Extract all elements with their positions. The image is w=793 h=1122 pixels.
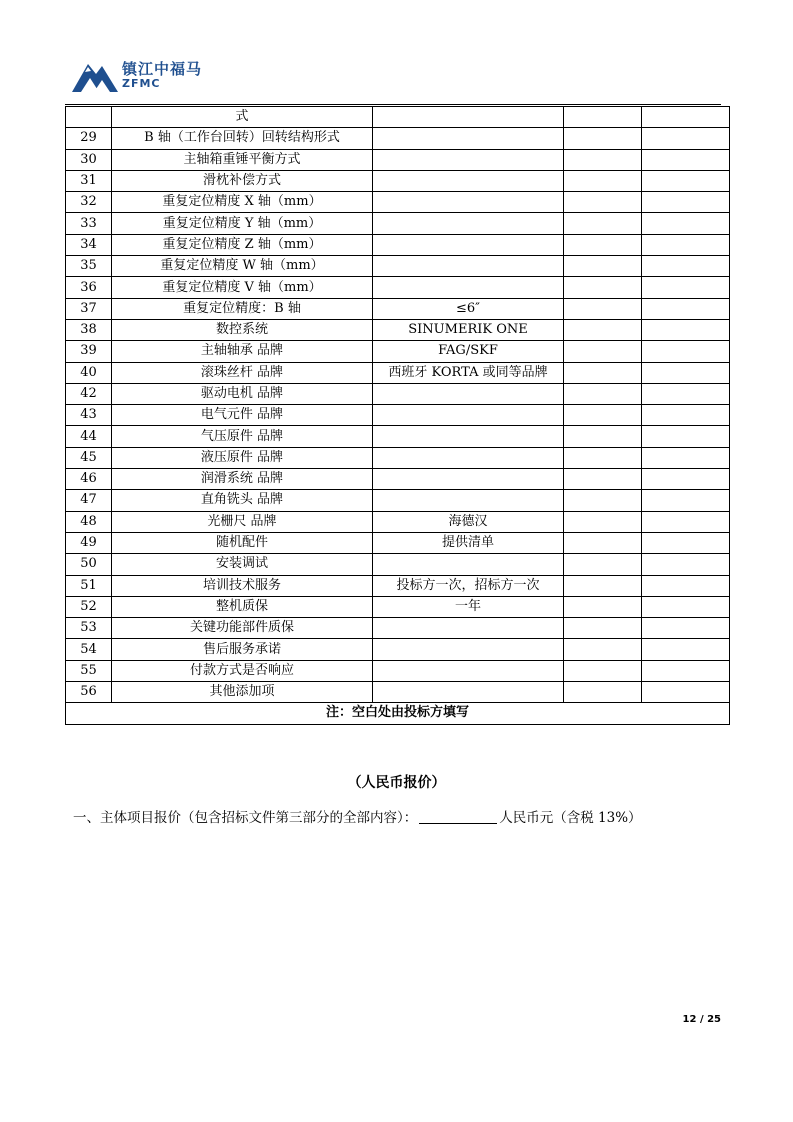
item-name-cell: 付款方式是否响应 bbox=[112, 660, 373, 681]
rmb-quote-title: （人民币报价） bbox=[347, 775, 446, 791]
table-row bbox=[66, 511, 730, 532]
blank-cell-2 bbox=[642, 170, 730, 191]
blank-cell-1 bbox=[564, 426, 642, 447]
spec-value-cell: ≤6″ bbox=[373, 298, 564, 319]
spec-value-cell bbox=[373, 170, 564, 191]
blank-cell-2 bbox=[642, 682, 730, 703]
blank-cell-1 bbox=[564, 532, 642, 553]
item-name-cell: 重复定位精度 W 轴（mm） bbox=[112, 256, 373, 277]
table-row bbox=[66, 618, 730, 639]
row-number-cell bbox=[66, 107, 112, 128]
header-divider bbox=[65, 104, 721, 105]
item-name-cell: 重复定位精度 Z 轴（mm） bbox=[112, 234, 373, 255]
item-name-cell: 随机配件 bbox=[112, 532, 373, 553]
spec-value-cell bbox=[373, 128, 564, 149]
item-name-cell: 整机质保 bbox=[112, 596, 373, 617]
item-name-cell: 光栅尺 品牌 bbox=[112, 511, 373, 532]
blank-cell-1 bbox=[564, 192, 642, 213]
row-number-cell: 33 bbox=[66, 213, 112, 234]
spec-value-cell bbox=[373, 383, 564, 404]
item-name-cell: 数控系统 bbox=[112, 319, 373, 340]
table-row bbox=[66, 213, 730, 234]
row-number-cell: 34 bbox=[66, 234, 112, 255]
row-number-cell: 32 bbox=[66, 192, 112, 213]
spec-value-cell bbox=[373, 107, 564, 128]
blank-cell-1 bbox=[564, 469, 642, 490]
row-number-cell: 36 bbox=[66, 277, 112, 298]
blank-cell-1 bbox=[564, 639, 642, 660]
spec-value-cell bbox=[373, 639, 564, 660]
row-number-cell: 30 bbox=[66, 149, 112, 170]
blank-cell-1 bbox=[564, 107, 642, 128]
blank-cell-2 bbox=[642, 532, 730, 553]
blank-cell-1 bbox=[564, 256, 642, 277]
company-logo bbox=[72, 56, 222, 96]
row-number-cell: 48 bbox=[66, 511, 112, 532]
item-name-cell: 重复定位精度 V 轴（mm） bbox=[112, 277, 373, 298]
row-number-cell: 44 bbox=[66, 426, 112, 447]
spec-value-cell bbox=[373, 213, 564, 234]
table-row bbox=[66, 298, 730, 319]
table-row bbox=[66, 128, 730, 149]
logo-chinese-name: 镇江中福马 bbox=[122, 60, 203, 78]
spec-value-cell bbox=[373, 149, 564, 170]
item-name-cell: 培训技术服务 bbox=[112, 575, 373, 596]
table-row bbox=[66, 319, 730, 340]
spec-value-cell bbox=[373, 469, 564, 490]
table-row bbox=[66, 469, 730, 490]
blank-cell-1 bbox=[564, 490, 642, 511]
blank-cell-2 bbox=[642, 234, 730, 255]
row-number-cell: 42 bbox=[66, 383, 112, 404]
blank-cell-2 bbox=[642, 256, 730, 277]
row-number-cell: 37 bbox=[66, 298, 112, 319]
table-row bbox=[66, 682, 730, 703]
blank-cell-1 bbox=[564, 596, 642, 617]
quote-suffix: 人民币元（含税 13%） bbox=[499, 810, 642, 826]
blank-cell-2 bbox=[642, 596, 730, 617]
table-row bbox=[66, 405, 730, 426]
spec-table-body bbox=[66, 107, 730, 725]
spec-value-cell: 海德汉 bbox=[373, 511, 564, 532]
blank-cell-2 bbox=[642, 511, 730, 532]
spec-value-cell bbox=[373, 618, 564, 639]
item-name-cell: 电气元件 品牌 bbox=[112, 405, 373, 426]
blank-cell-2 bbox=[642, 298, 730, 319]
item-name-cell: 直角铣头 品牌 bbox=[112, 490, 373, 511]
table-row bbox=[66, 256, 730, 277]
row-number-cell: 35 bbox=[66, 256, 112, 277]
table-row bbox=[66, 234, 730, 255]
item-name-cell: 关键功能部件质保 bbox=[112, 618, 373, 639]
spec-value-cell: 一年 bbox=[373, 596, 564, 617]
blank-cell-1 bbox=[564, 277, 642, 298]
blank-cell-2 bbox=[642, 426, 730, 447]
row-number-cell: 50 bbox=[66, 554, 112, 575]
logo-english-name: ZFMC bbox=[122, 77, 161, 90]
spec-value-cell: 投标方一次，招标方一次 bbox=[373, 575, 564, 596]
mountain-logo-icon bbox=[72, 58, 118, 92]
item-name-cell: 重复定位精度：B 轴 bbox=[112, 298, 373, 319]
blank-cell-2 bbox=[642, 192, 730, 213]
spec-value-cell: SINUMERIK ONE bbox=[373, 319, 564, 340]
blank-cell-2 bbox=[642, 319, 730, 340]
row-number-cell: 39 bbox=[66, 341, 112, 362]
row-number-cell: 52 bbox=[66, 596, 112, 617]
blank-cell-2 bbox=[642, 341, 730, 362]
spec-value-cell bbox=[373, 192, 564, 213]
table-row bbox=[66, 170, 730, 191]
row-number-cell: 56 bbox=[66, 682, 112, 703]
blank-cell-1 bbox=[564, 554, 642, 575]
row-number-cell: 55 bbox=[66, 660, 112, 681]
blank-cell-2 bbox=[642, 575, 730, 596]
spec-value-cell bbox=[373, 490, 564, 511]
spec-value-cell bbox=[373, 234, 564, 255]
table-row bbox=[66, 426, 730, 447]
blank-cell-2 bbox=[642, 447, 730, 468]
blank-cell-2 bbox=[642, 618, 730, 639]
quote-amount-blank[interactable] bbox=[419, 823, 497, 824]
blank-cell-1 bbox=[564, 575, 642, 596]
item-name-cell: 液压原件 品牌 bbox=[112, 447, 373, 468]
spec-value-cell bbox=[373, 447, 564, 468]
blank-cell-1 bbox=[564, 682, 642, 703]
item-name-cell: 安装调试 bbox=[112, 554, 373, 575]
item-name-cell: 驱动电机 品牌 bbox=[112, 383, 373, 404]
blank-cell-1 bbox=[564, 234, 642, 255]
spec-value-cell: FAG/SKF bbox=[373, 341, 564, 362]
spec-value-cell bbox=[373, 426, 564, 447]
spec-value-cell bbox=[373, 405, 564, 426]
blank-cell-1 bbox=[564, 405, 642, 426]
row-number-cell: 40 bbox=[66, 362, 112, 383]
row-number-cell: 47 bbox=[66, 490, 112, 511]
table-row bbox=[66, 192, 730, 213]
blank-cell-2 bbox=[642, 383, 730, 404]
blank-cell-1 bbox=[564, 149, 642, 170]
table-row bbox=[66, 639, 730, 660]
blank-cell-2 bbox=[642, 554, 730, 575]
item-name-cell: 滚珠丝杆 品牌 bbox=[112, 362, 373, 383]
blank-cell-1 bbox=[564, 128, 642, 149]
table-row bbox=[66, 596, 730, 617]
item-name-cell: B 轴（工作台回转）回转结构形式 bbox=[112, 128, 373, 149]
table-row bbox=[66, 149, 730, 170]
spec-value-cell: 西班牙 KORTA 或同等品牌 bbox=[373, 362, 564, 383]
quote-line bbox=[73, 806, 642, 826]
blank-cell-2 bbox=[642, 149, 730, 170]
blank-cell-1 bbox=[564, 362, 642, 383]
row-number-cell: 43 bbox=[66, 405, 112, 426]
table-row bbox=[66, 660, 730, 681]
item-name-cell: 其他添加项 bbox=[112, 682, 373, 703]
blank-cell-1 bbox=[564, 618, 642, 639]
spec-value-cell bbox=[373, 277, 564, 298]
item-name-cell: 润滑系统 品牌 bbox=[112, 469, 373, 490]
spec-value-cell bbox=[373, 682, 564, 703]
row-number-cell: 53 bbox=[66, 618, 112, 639]
blank-cell-2 bbox=[642, 362, 730, 383]
blank-cell-1 bbox=[564, 511, 642, 532]
blank-cell-2 bbox=[642, 405, 730, 426]
blank-cell-1 bbox=[564, 319, 642, 340]
blank-cell-1 bbox=[564, 298, 642, 319]
blank-cell-2 bbox=[642, 490, 730, 511]
row-number-cell: 51 bbox=[66, 575, 112, 596]
table-note: 注：空白处由投标方填写 bbox=[66, 703, 730, 724]
item-name-cell: 重复定位精度 X 轴（mm） bbox=[112, 192, 373, 213]
table-row bbox=[66, 490, 730, 511]
table-row bbox=[66, 277, 730, 298]
table-row bbox=[66, 362, 730, 383]
item-name-cell: 主轴轴承 品牌 bbox=[112, 341, 373, 362]
table-row bbox=[66, 532, 730, 553]
table-row bbox=[66, 447, 730, 468]
blank-cell-1 bbox=[564, 170, 642, 191]
blank-cell-1 bbox=[564, 341, 642, 362]
table-note-row bbox=[66, 703, 730, 724]
blank-cell-1 bbox=[564, 447, 642, 468]
item-name-cell: 主轴箱重锤平衡方式 bbox=[112, 149, 373, 170]
row-number-cell: 38 bbox=[66, 319, 112, 340]
item-name-cell: 滑枕补偿方式 bbox=[112, 170, 373, 191]
blank-cell-1 bbox=[564, 660, 642, 681]
spec-value-cell bbox=[373, 660, 564, 681]
blank-cell-1 bbox=[564, 213, 642, 234]
spec-table bbox=[65, 106, 730, 725]
row-number-cell: 29 bbox=[66, 128, 112, 149]
row-number-cell: 54 bbox=[66, 639, 112, 660]
row-number-cell: 31 bbox=[66, 170, 112, 191]
blank-cell-2 bbox=[642, 107, 730, 128]
blank-cell-2 bbox=[642, 277, 730, 298]
table-row bbox=[66, 554, 730, 575]
row-number-cell: 46 bbox=[66, 469, 112, 490]
blank-cell-1 bbox=[564, 383, 642, 404]
item-name-cell: 气压原件 品牌 bbox=[112, 426, 373, 447]
blank-cell-2 bbox=[642, 660, 730, 681]
blank-cell-2 bbox=[642, 128, 730, 149]
table-row bbox=[66, 575, 730, 596]
row-number-cell: 45 bbox=[66, 447, 112, 468]
table-row bbox=[66, 107, 730, 128]
blank-cell-2 bbox=[642, 469, 730, 490]
row-number-cell: 49 bbox=[66, 532, 112, 553]
spec-value-cell bbox=[373, 256, 564, 277]
item-name-cell: 式 bbox=[112, 107, 373, 128]
quote-prefix: 一、主体项目报价（包含招标文件第三部分的全部内容）： bbox=[73, 810, 418, 826]
table-row bbox=[66, 341, 730, 362]
blank-cell-2 bbox=[642, 213, 730, 234]
blank-cell-2 bbox=[642, 639, 730, 660]
item-name-cell: 售后服务承诺 bbox=[112, 639, 373, 660]
table-row bbox=[66, 383, 730, 404]
page-number: 12 / 25 bbox=[682, 1014, 721, 1025]
item-name-cell: 重复定位精度 Y 轴（mm） bbox=[112, 213, 373, 234]
spec-value-cell: 提供清单 bbox=[373, 532, 564, 553]
spec-value-cell bbox=[373, 554, 564, 575]
